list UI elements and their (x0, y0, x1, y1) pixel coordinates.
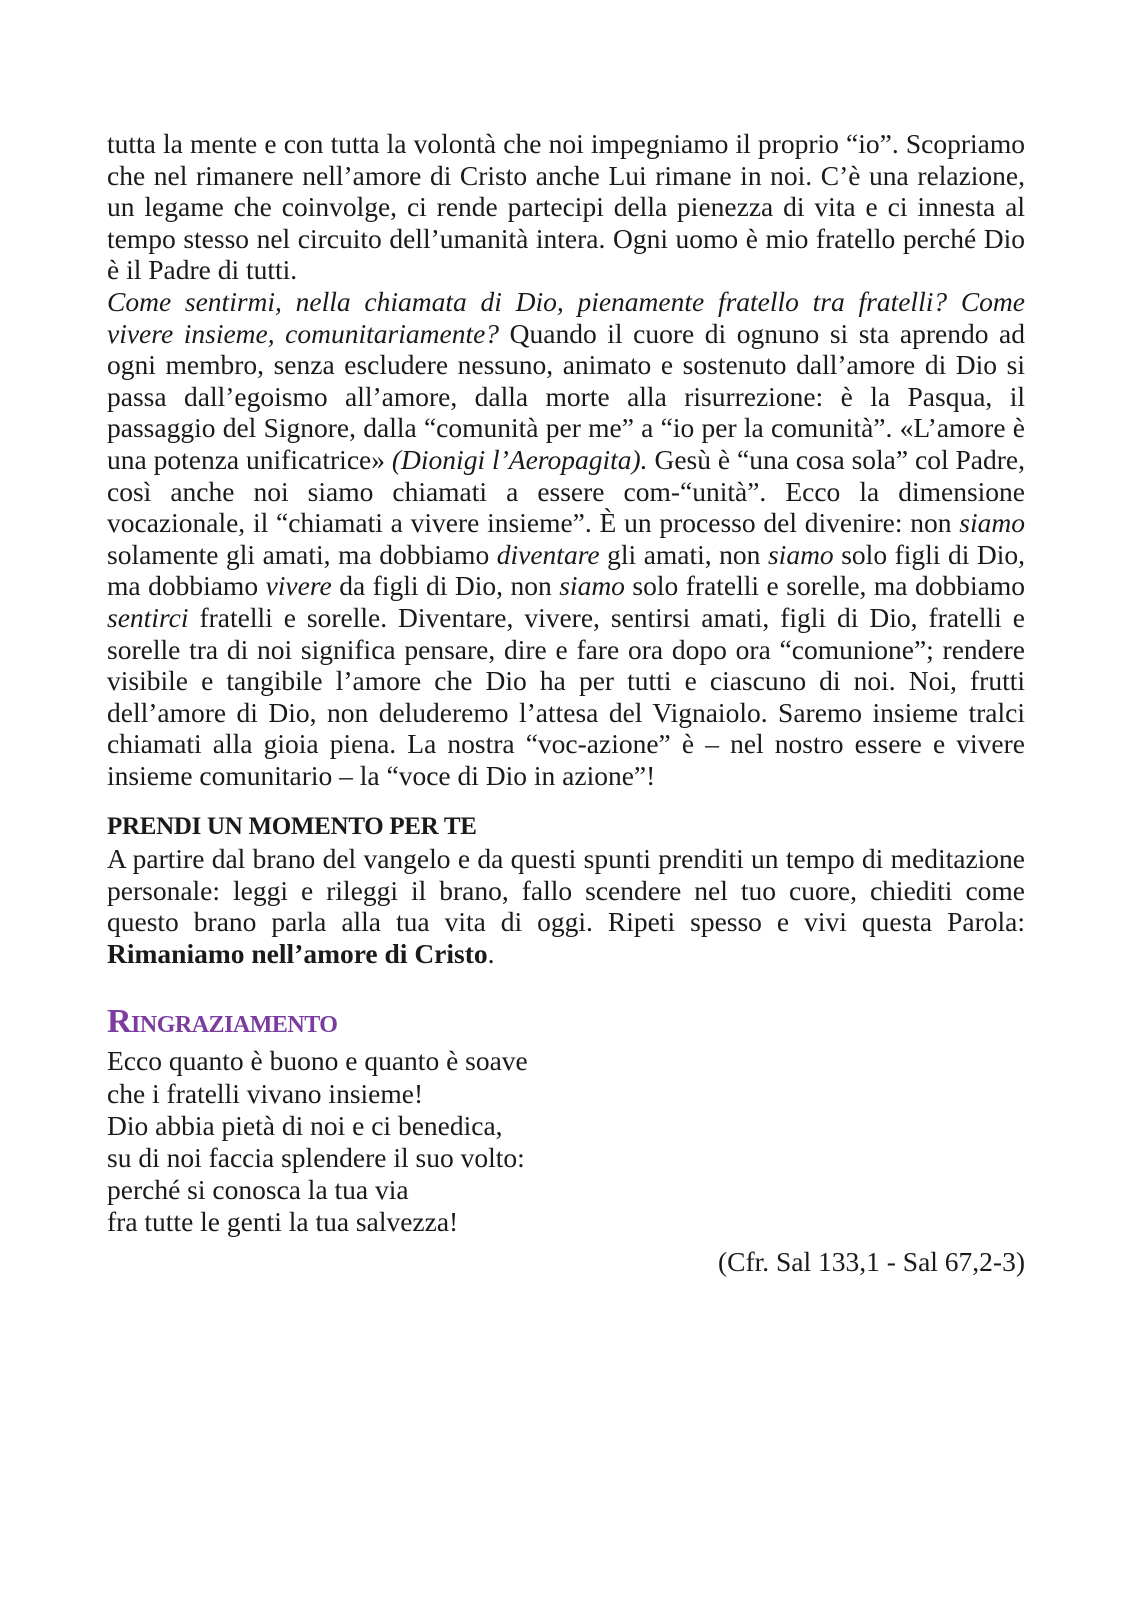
paragraph-text: fratelli e sorelle. Diventare, vivere, sentirsi amati, figli di Dio, fratelli e sorelle tra di noi significa pensare, dire e fare ora dopo ora “comunione”; rendere visibile e tangibile l’amore che Dio ha per tutti e ciascuno di noi. Noi, frutti dell’amore di Dio, non deluderemo l’attesa del Vignaiolo. Saremo insieme tralci chiamati alla gioia piena. La nostra “voc-azione” è – nel nostro essere e vivere insieme comunitario – la “voce di Dio in azione”! (107, 601, 1025, 791)
italic-word: sentirci (107, 601, 189, 633)
italic-word: siamo (959, 507, 1025, 539)
key-phrase: Rimaniamo nell’amore di Cristo (107, 937, 488, 969)
verse-line: su di noi faccia splendere il suo volto: (107, 1142, 525, 1174)
paragraph-text: tutta la mente e con tutta la volontà che noi impegniamo il proprio “io”. Scopriamo che nel rimanere nell’amore di Cristo anche Lui rimane in noi. C’è una relazione, un legame che coinvolge, ci rende partecipi della pienezza di vita e ci innesta al tempo stesso nel circuito dell’umanità intera. Ogni uomo è mio fratello perché Dio è il Padre di tutti. (107, 128, 1025, 286)
verse-line: perché si conosca la tua via (107, 1174, 409, 1206)
document-page (107, 128, 1025, 1279)
section-heading-moment: PRENDI UN MOMENTO PER TE (107, 813, 477, 841)
verse-line: Dio abbia pietà di noi e ci benedica, (107, 1109, 503, 1141)
paragraph-end: . (487, 937, 495, 969)
paragraph-text: gli amati, non (599, 538, 768, 570)
paragraph-text: Gesù è “una cosa sola” col Padre, così anche noi siamo chiamati a essere com-“unità”. Ecco la dimensione vocazionale, il “chiamati a vivere insieme”. È un processo del divenire: non (107, 443, 1025, 539)
paragraph-vocation (107, 286, 1025, 792)
paragraph-text: solo fratelli e sorelle, ma dobbiamo (624, 570, 1025, 602)
verse-line: fra tutte le genti la tua salvezza! (107, 1206, 459, 1238)
italic-word: siamo (767, 538, 834, 570)
italic-question: Come sentirmi, nella chiamata di Dio, pienamente fratello tra fratelli? Come vivere insieme, comunitariamente? (107, 285, 1025, 349)
verse-line: Ecco quanto è buono e quanto è soave (107, 1045, 528, 1077)
paragraph-text: A partire dal brano del vangelo e da questi spunti prenditi un tempo di meditazione personale: leggi e rileggi il brano, fallo scendere nel tuo cuore, chiediti come questo brano parla alla tua vita di oggi. Ripeti spesso e vivi questa Parola: (107, 843, 1025, 938)
italic-citation: (Dionigi l’Aeropagita). (391, 443, 648, 475)
italic-word: siamo (559, 570, 625, 602)
paragraph-text: solo figli di Dio, ma dobbiamo (107, 538, 1026, 602)
paragraph-moment (107, 843, 1025, 969)
paragraph-community-love (107, 128, 1025, 286)
psalm-verses (107, 1045, 1025, 1238)
section-heading-thanks: Ringraziamento (107, 1003, 338, 1041)
paragraph-text: da figli di Dio, non (331, 570, 560, 602)
italic-word: vivere (265, 570, 332, 602)
psalm-citation: (Cfr. Sal 133,1 - Sal 67,2-3) (717, 1245, 1025, 1277)
italic-word: diventare (496, 538, 600, 570)
paragraph-text: solamente gli amati, ma dobbiamo (107, 538, 497, 570)
paragraph-text: Quando il cuore di ognuno si sta aprendo ad ogni membro, senza escludere nessuno, animato e sostenuto dall’amore di Dio si passa dall’egoismo all’amore, dalla morte alla risurrezione: è la Pasqua, il passaggio del Signore, dalla “comunità per me” a “io per la comunità”. «L’amore è una potenza unificatrice» (107, 317, 1025, 475)
verse-line: che i fratelli vivano insieme! (107, 1077, 424, 1109)
